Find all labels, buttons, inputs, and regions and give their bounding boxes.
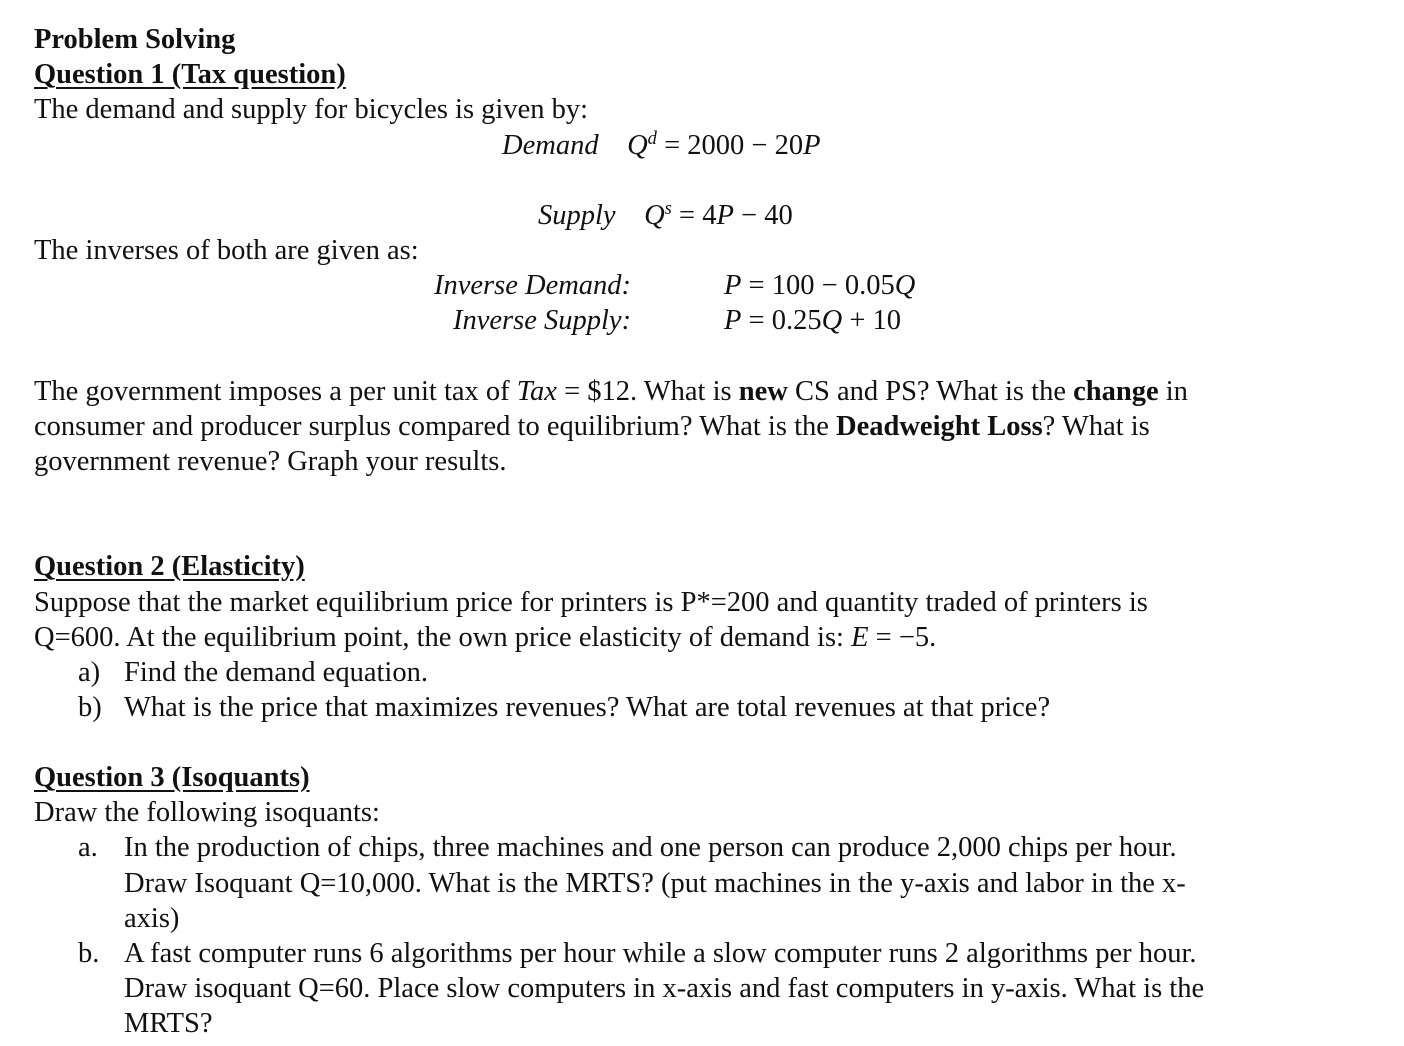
q1-paragraph-line-3: government revenue? Graph your results. [34,446,507,477]
supply-equation [538,198,793,233]
supply-lhs: Q [644,200,665,231]
q2-line-2 [34,620,936,655]
p1-new: new [738,376,788,407]
p1-d: in [1158,376,1188,407]
q1-paragraph-line-1 [34,374,1188,409]
page-heading: Problem Solving [34,24,236,55]
q3-item-a-line-3: axis) [124,903,180,934]
demand-rhs: = 2000 − 20 [664,130,804,161]
inv-supply-q: Q [821,305,843,336]
inv-supply-p: P [724,305,742,336]
p2-a: consumer and producer surplus compared to equilibrium? What is the [34,411,837,442]
q3-item-b-line-3: MRTS? [124,1008,213,1039]
demand-equation [502,128,821,163]
inverse-intro: The inverses of both are given as: [34,235,419,266]
inv-demand-q: Q [894,270,916,301]
q1-intro: The demand and supply for bicycles is given by: [34,94,589,125]
q2-item-a-marker: a) [78,657,101,688]
q2-l2-a: Q=600. At the equilibrium point, the own price elasticity of demand is: [34,622,852,653]
q1-paragraph-line-2 [34,409,1150,444]
p1-c: CS and PS? What is the [787,376,1074,407]
inv-demand-p: P [724,270,742,301]
supply-label: Supply [538,200,616,231]
p2-dwl: Deadweight Loss [836,411,1043,442]
p1-a: The government imposes a per unit tax of [34,376,517,407]
supply-rhs-b: − 40 [741,200,793,231]
inv-supply-rhs-a: = 0.25 [748,305,822,336]
q2-title: Question 2 (Elasticity) [34,551,305,582]
demand-label: Demand [502,130,599,161]
supply-rhs-a: = 4 [679,200,717,231]
q3-intro: Draw the following isoquants: [34,797,380,828]
q3-item-b-line-1: A fast computer runs 6 algorithms per hour while a slow computer runs 2 algorithms per hour. [124,938,1197,969]
demand-var: P [803,130,821,161]
inv-supply-rhs-b: + 10 [849,305,902,336]
demand-sup: d [647,127,657,149]
demand-lhs: Q [627,130,648,161]
supply-var: P [716,200,734,231]
q2-item-b-marker: b) [78,692,102,723]
q3-item-a-marker: a. [78,832,98,863]
q3-item-a-line-2: Draw Isoquant Q=10,000. What is the MRTS? (put machines in the y-axis and labor in the x- [124,868,1186,899]
p2-b: ? What is [1042,411,1150,442]
inverse-supply-label: Inverse Supply: [453,305,632,336]
p1-b: = $12. What is [556,376,739,407]
q1-title: Question 1 (Tax question) [34,59,346,90]
inverse-demand-label: Inverse Demand: [434,270,632,301]
q3-item-b-line-2: Draw isoquant Q=60. Place slow computers in x-axis and fast computers in y-axis. What is the [124,973,1205,1004]
q2-line-1: Suppose that the market equilibrium price for printers is P*=200 and quantity traded of printers is [34,587,1148,618]
p1-tax: Tax [516,376,557,407]
q3-item-a-line-1: In the production of chips, three machines and one person can produce 2,000 chips per hour. [124,832,1177,863]
q2-l2-e: E [851,622,869,653]
q2-item-a-text: Find the demand equation. [124,657,428,688]
inverse-demand-equation [724,268,915,303]
supply-sup: s [664,197,672,219]
inverse-supply-equation [724,303,901,338]
q2-item-b-text: What is the price that maximizes revenues? What are total revenues at that price? [124,692,1051,723]
q3-item-b-marker: b. [78,938,100,969]
inv-demand-rhs: = 100 − 0.05 [748,270,895,301]
p1-change: change [1073,376,1159,407]
q3-title: Question 3 (Isoquants) [34,762,310,793]
q2-l2-b: = −5. [868,622,937,653]
